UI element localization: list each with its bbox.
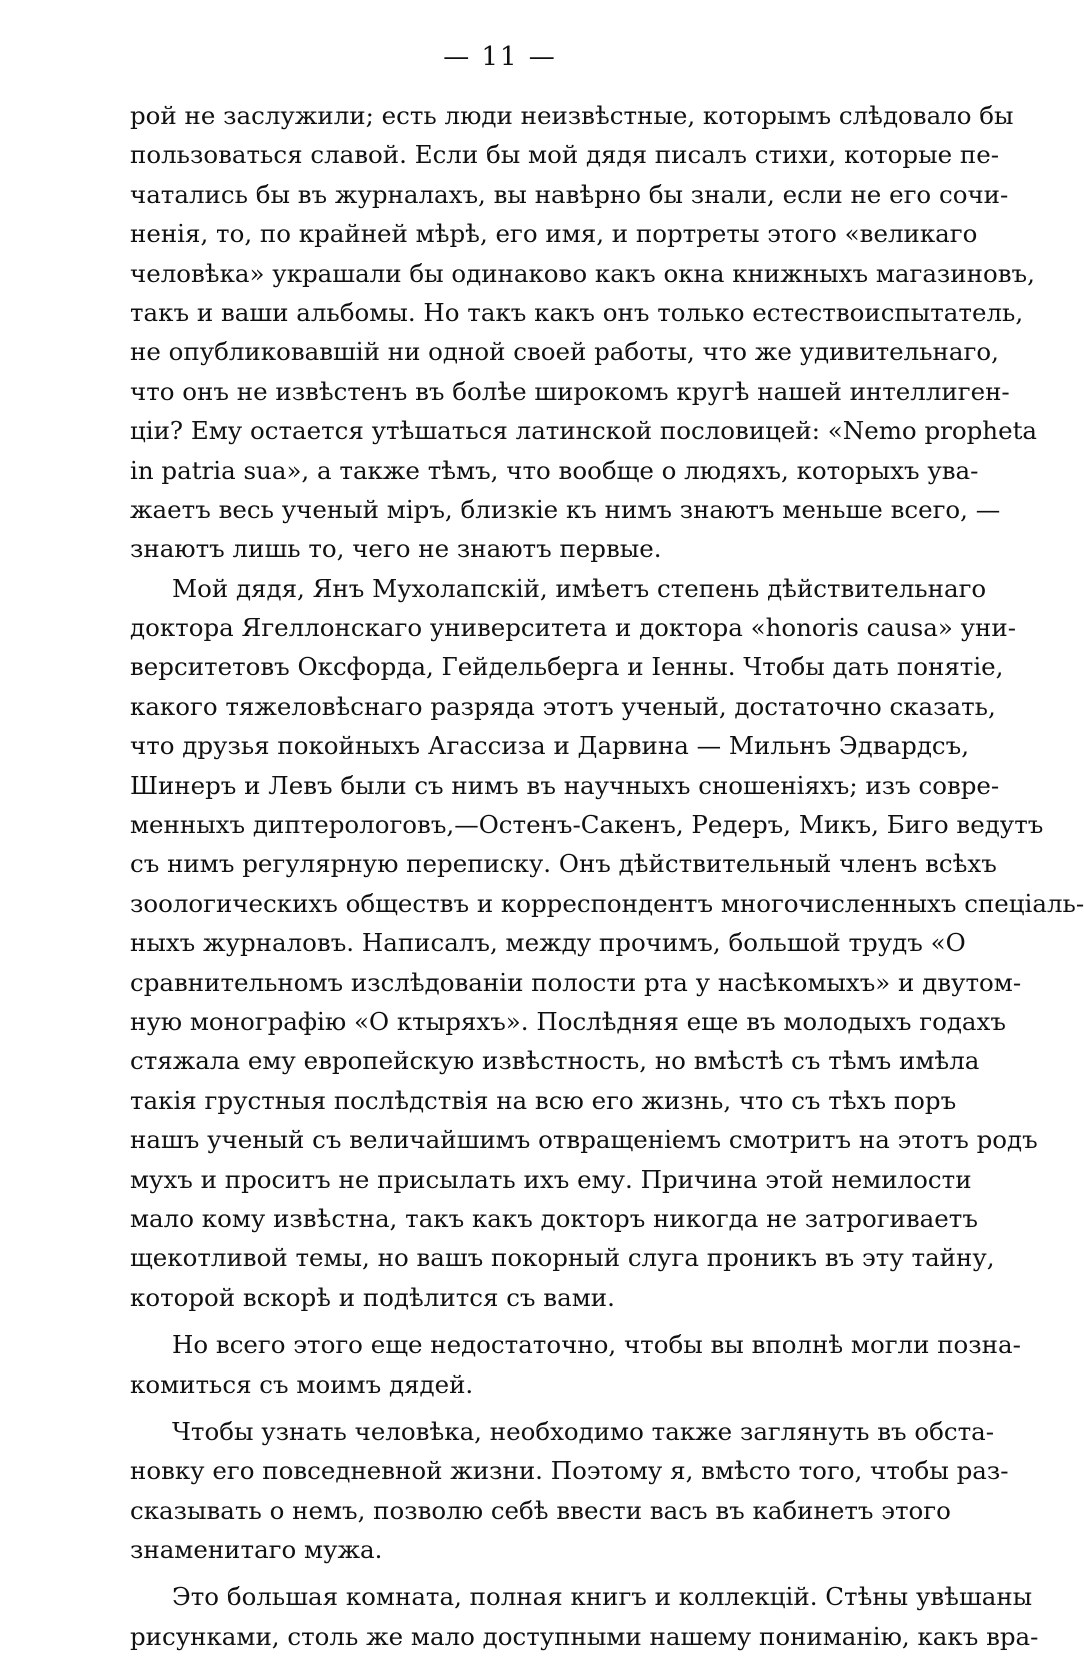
- text-line: in patria sua», а также тѣмъ, что вообще о людяхъ, которыхъ ува-: [130, 455, 979, 485]
- text-line: человѣка» украшали бы одинаково какъ окна книжныхъ магазиновъ,: [130, 258, 1035, 288]
- paragraph: [130, 1412, 1009, 1570]
- text-line: пользоваться славой. Если бы мой дядя писалъ стихи, которые пе-: [130, 140, 1000, 170]
- text-line: рой не заслужили; есть люди неизвѣстные, которымъ слѣдовало бы: [130, 101, 1014, 130]
- text-line: Чтобы узнать человѣка, необходимо также заглянуть въ обста-: [172, 1416, 995, 1446]
- paragraph-gap: [130, 1317, 882, 1325]
- text-line: Это большая комната, полная книгъ и коллекцій. Стѣны увѣшаны: [172, 1582, 1033, 1612]
- text-line: ненія, то, по крайней мѣрѣ, его имя, и портреты этого «великаго: [130, 219, 978, 249]
- text-line: зоологическихъ обществъ и корреспондентъ многочисленныхъ спеціаль-: [130, 888, 1084, 918]
- text-line: какого тяжеловѣснаго разряда этотъ ученый, достаточно сказать,: [130, 691, 996, 721]
- text-line: знаменитаго мужа.: [130, 1535, 383, 1565]
- text-line: что друзья покойныхъ Агассиза и Дарвина — Мильнъ Эдвардсъ,: [130, 731, 970, 761]
- text-line: такъ и ваши альбомы. Но такъ какъ онъ только естествоиспытатель,: [130, 297, 1024, 327]
- text-line: комиться съ моимъ дядей.: [130, 1369, 474, 1399]
- text-line: мухъ и проситъ не присылать ихъ ему. Причина этой немилости: [130, 1164, 972, 1194]
- text-line: Но всего этого еще недостаточно, чтобы вы вполнѣ могли позна-: [172, 1330, 1021, 1360]
- paragraph-gap: [130, 1569, 882, 1577]
- text-line: рисунками, столь же мало доступными нашему пониманію, какъ вра-: [130, 1621, 1039, 1651]
- text-line: чатались бы въ журналахъ, вы навѣрно бы знали, если не его сочи-: [130, 179, 1009, 209]
- text-line: сравнительномъ изслѣдованіи полости рта у насѣкомыхъ» и двутом-: [130, 967, 1022, 997]
- text-line: съ нимъ регулярную переписку. Онъ дѣйствительный членъ всѣхъ: [130, 849, 997, 879]
- text-line: ціи? Ему остается утѣшаться латинской пословицей: «Nemo propheta: [130, 416, 1038, 446]
- paragraph-gap: [130, 1404, 882, 1412]
- text-line: менныхъ диптерологовъ,—Остенъ-Сакенъ, Редеръ, Микъ, Биго ведутъ: [130, 810, 1044, 840]
- paragraph: [130, 96, 1038, 569]
- text-line: не опубликовавшій ни одной своей работы, что же удивительнаго,: [130, 337, 999, 367]
- text-line: верситетовъ Оксфорда, Гейдельберга и Іенны. Чтобы дать понятіе,: [130, 652, 1004, 682]
- paragraph: [130, 1325, 1021, 1404]
- text-line: нашъ ученый съ величайшимъ отвращеніемъ смотритъ на этотъ родъ: [130, 1125, 1038, 1155]
- text-line: такія грустныя послѣдствія на всю его жизнь, что съ тѣхъ поръ: [130, 1085, 957, 1115]
- text-line: мало кому извѣстна, такъ какъ докторъ никогда не затрогиваетъ: [130, 1203, 978, 1233]
- text-line: стяжала ему европейскую извѣстность, но вмѣстѣ съ тѣмъ имѣла: [130, 1046, 980, 1076]
- text-line: Шинеръ и Левъ были съ нимъ въ научныхъ сношеніяхъ; изъ совре-: [130, 770, 1000, 800]
- text-line: щекотливой темы, но вашъ покорный слуга проникъ въ эту тайну,: [130, 1243, 995, 1273]
- text-line: сказывать о немъ, позволю себѣ ввести васъ въ кабинетъ этого: [130, 1495, 951, 1525]
- paragraph: [130, 569, 1084, 1317]
- page-number: — 11 —: [443, 42, 557, 72]
- text-line: которой вскорѣ и подѣлится съ вами.: [130, 1282, 615, 1312]
- text-line: ныхъ журналовъ. Написалъ, между прочимъ, большой трудъ «О: [130, 928, 966, 958]
- body-text: [130, 96, 1084, 1656]
- text-line: новку его повседневной жизни. Поэтому я, вмѣсто того, чтобы раз-: [130, 1456, 1009, 1486]
- text-line: ную монографію «О ктыряхъ». Послѣдняя еще въ молодыхъ годахъ: [130, 1006, 1006, 1036]
- text-line: Мой дядя, Янъ Мухолапскій, имѣетъ степень дѣйствительнаго: [172, 573, 987, 603]
- text-line: знаютъ лишь то, чего не знаютъ первые.: [130, 534, 662, 564]
- text-line: доктора Ягеллонскаго университета и доктора «honoris causa» уни-: [130, 613, 1016, 643]
- text-line: жаетъ весь ученый міръ, близкіе къ нимъ знаютъ меньше всего, —: [130, 494, 1001, 524]
- text-line: что онъ не извѣстенъ въ болѣе широкомъ кругѣ нашей интеллиген-: [130, 376, 1010, 406]
- paragraph: [130, 1577, 1039, 1656]
